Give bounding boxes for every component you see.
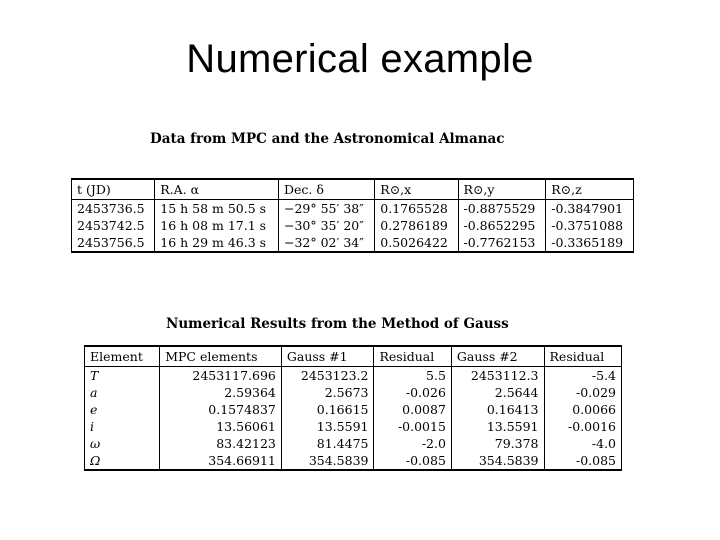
table-row (85, 401, 622, 418)
table-cell: -0.085 (374, 452, 451, 470)
table-cell: 2453123.2 (281, 367, 374, 385)
table-cell: 2.5644 (451, 384, 544, 401)
table-cell: -0.3365189 (551, 235, 624, 250)
table-cell: 13.5591 (451, 418, 544, 435)
table-cell: 15 h 58 m 50.5 s (155, 200, 279, 218)
table-cell: 5.5 (374, 367, 451, 385)
table-cell: −29° 55′ 38″ (279, 200, 375, 218)
table-header-row (85, 346, 622, 367)
table-cell: 354.66911 (160, 452, 282, 470)
table-cell: 79.378 (451, 435, 544, 452)
table-row (85, 367, 622, 385)
table-cell: 2.59364 (160, 384, 282, 401)
table-cell: 0.1765528 (375, 200, 458, 218)
table-cell: -0.085 (575, 453, 616, 468)
table-cell: -2.0 (374, 435, 451, 452)
table-cell: 81.4475 (281, 435, 374, 452)
table-cell: 13.56061 (160, 418, 282, 435)
table-cell: i (85, 418, 160, 435)
column-header-gauss2: Gauss #2 (451, 346, 544, 367)
column-header-mpc: MPC elements (160, 346, 282, 367)
table-cell: -0.7762153 (458, 234, 546, 252)
table-cell: -0.3751088 (551, 218, 624, 233)
gauss-results-table (84, 345, 622, 471)
table-cell: −30° 35′ 20″ (279, 217, 375, 234)
table-cell: -0.0015 (374, 418, 451, 435)
table-cell: a (85, 384, 160, 401)
table-cell: -0.8652295 (458, 217, 546, 234)
table-cell: 0.0087 (374, 401, 451, 418)
column-header-residual1: Residual (374, 346, 451, 367)
table-cell: 2453117.696 (160, 367, 282, 385)
table-row (85, 452, 622, 470)
table-cell: -0.3847901 (551, 201, 624, 216)
column-header-gauss1: Gauss #1 (281, 346, 374, 367)
table-cell: 0.0066 (572, 402, 616, 417)
table-cell: -0.0016 (568, 419, 616, 434)
table-cell: -4.0 (591, 436, 616, 451)
column-header-rz: R⊙,z (546, 179, 634, 200)
table-row (85, 384, 622, 401)
table-row (85, 435, 622, 452)
column-header-ra: R.A. α (155, 179, 279, 200)
table-cell: 354.5839 (281, 452, 374, 470)
table-cell: 2453736.5 (72, 200, 155, 218)
column-header-ry: R⊙,y (458, 179, 546, 200)
table-cell: 16 h 08 m 17.1 s (155, 217, 279, 234)
table-cell: T (85, 367, 160, 385)
table-cell: e (85, 401, 160, 418)
column-header-rx: R⊙,x (375, 179, 458, 200)
table-header-row (72, 179, 634, 200)
table-cell: 2.5673 (281, 384, 374, 401)
table-cell: Ω (85, 452, 160, 470)
table-row (72, 200, 634, 218)
table-cell: ω (85, 435, 160, 452)
table-cell: 83.42123 (160, 435, 282, 452)
table-cell: 2453742.5 (72, 217, 155, 234)
column-header-element: Element (85, 346, 160, 367)
column-header-dec: Dec. δ (279, 179, 375, 200)
table-cell: -0.026 (374, 384, 451, 401)
table-cell: 0.1574837 (160, 401, 282, 418)
table-cell: 0.16413 (451, 401, 544, 418)
table-cell: 0.5026422 (375, 234, 458, 252)
column-header-residual2: Residual (544, 346, 621, 367)
table-cell: -5.4 (591, 368, 616, 383)
column-header-jd: t (JD) (72, 179, 155, 200)
table-cell: 2453112.3 (451, 367, 544, 385)
table-cell: 354.5839 (451, 452, 544, 470)
table2-caption: Numerical Results from the Method of Gauss (166, 316, 509, 332)
table1-caption: Data from MPC and the Astronomical Almanac (150, 131, 505, 147)
mpc-almanac-data-table (71, 178, 634, 253)
table-row (85, 418, 622, 435)
table-cell: 2453756.5 (72, 234, 155, 252)
table-row (72, 234, 634, 252)
table-cell: 0.2786189 (375, 217, 458, 234)
table-row (72, 217, 634, 234)
table-cell: -0.8875529 (458, 200, 546, 218)
table-cell: −32° 02′ 34″ (279, 234, 375, 252)
table-cell: 13.5591 (281, 418, 374, 435)
slide-title: Numerical example (186, 37, 534, 81)
table-cell: 16 h 29 m 46.3 s (155, 234, 279, 252)
table-cell: -0.029 (575, 385, 616, 400)
table-cell: 0.16615 (281, 401, 374, 418)
